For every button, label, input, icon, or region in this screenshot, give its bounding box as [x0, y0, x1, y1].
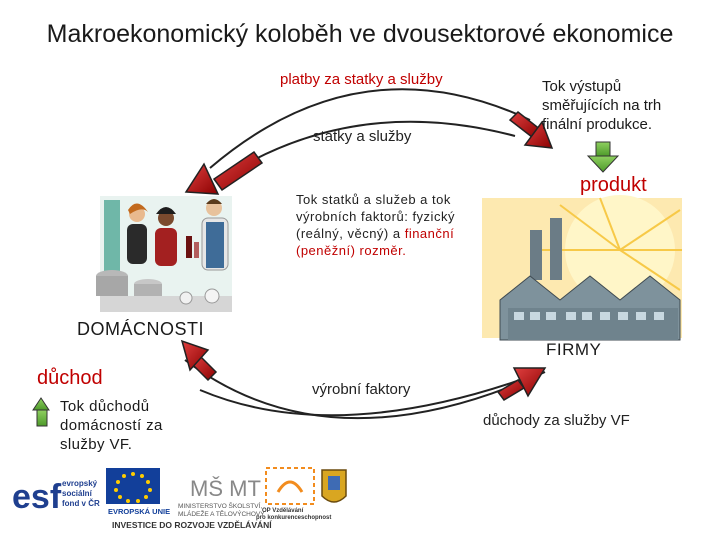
svg-text:MŠ MT: MŠ MT: [190, 476, 261, 501]
factory-illustration: [482, 195, 682, 340]
university-crest-logo: [322, 470, 346, 502]
left-bottom-red-arrow: [182, 341, 216, 380]
svg-text:MLÁDEŽE A TĚLOVÝCHOVY: MLÁDEŽE A TĚLOVÝCHOVY: [178, 511, 265, 518]
goods-services-label: statky a služby: [313, 128, 412, 145]
left-top-red-arrow: [186, 152, 262, 194]
svg-text:sociální: sociální: [62, 489, 92, 498]
svg-text:fond v ČR: fond v ČR: [62, 499, 100, 508]
svg-text:pro konkurenceschopnost: pro konkurenceschopnost: [256, 515, 332, 521]
svg-text:OP Vzdělávání: OP Vzdělávání: [262, 508, 304, 514]
eu-flag-logo: [106, 468, 170, 516]
product-label: produkt: [580, 174, 647, 196]
msmt-logo: [178, 476, 265, 518]
svg-text:EVROPSKÁ UNIE: EVROPSKÁ UNIE: [108, 507, 171, 516]
funding-logos-bar: [0, 462, 720, 540]
esf-logo: [10, 472, 100, 516]
households-label: DOMÁCNOSTI: [77, 319, 205, 339]
flows-description-financial: finanční (peněžní) rozměr.: [296, 226, 455, 258]
firms-label: FIRMY: [546, 340, 602, 359]
svg-text:MINISTERSTVO ŠKOLSTVÍ,: MINISTERSTVO ŠKOLSTVÍ,: [178, 503, 263, 510]
factor-income-label: důchody za služby VF: [483, 412, 630, 429]
green-down-arrow-output: [588, 142, 618, 172]
households-illustration: [96, 196, 232, 312]
output-flow-note: Tok výstupů směřujících na trh finální produkce.: [542, 78, 662, 133]
income-label: důchod: [37, 367, 103, 389]
svg-text:evropský: evropský: [62, 479, 98, 488]
production-factors-label: výrobní faktory: [312, 381, 411, 398]
flows-description-main: Tok statků a služeb a tok výrobních faktorů: fyzický (reálný, věcný) a: [296, 192, 455, 241]
green-up-arrow-income: [33, 398, 49, 426]
income-flow-note: Tok důchodů domácností za služby VF.: [60, 398, 163, 453]
payments-label: platby za statky a služby: [280, 71, 443, 88]
slide-title: Makroekonomický koloběh ve dvousektorové ekonomice: [46, 20, 674, 48]
footer-investice-text: INVESTICE DO ROZVOJE VZDĚLÁVÁNÍ: [112, 520, 272, 530]
esf-mark: esf: [12, 478, 62, 516]
flows-description: [296, 191, 471, 259]
op-logo: [256, 468, 331, 521]
